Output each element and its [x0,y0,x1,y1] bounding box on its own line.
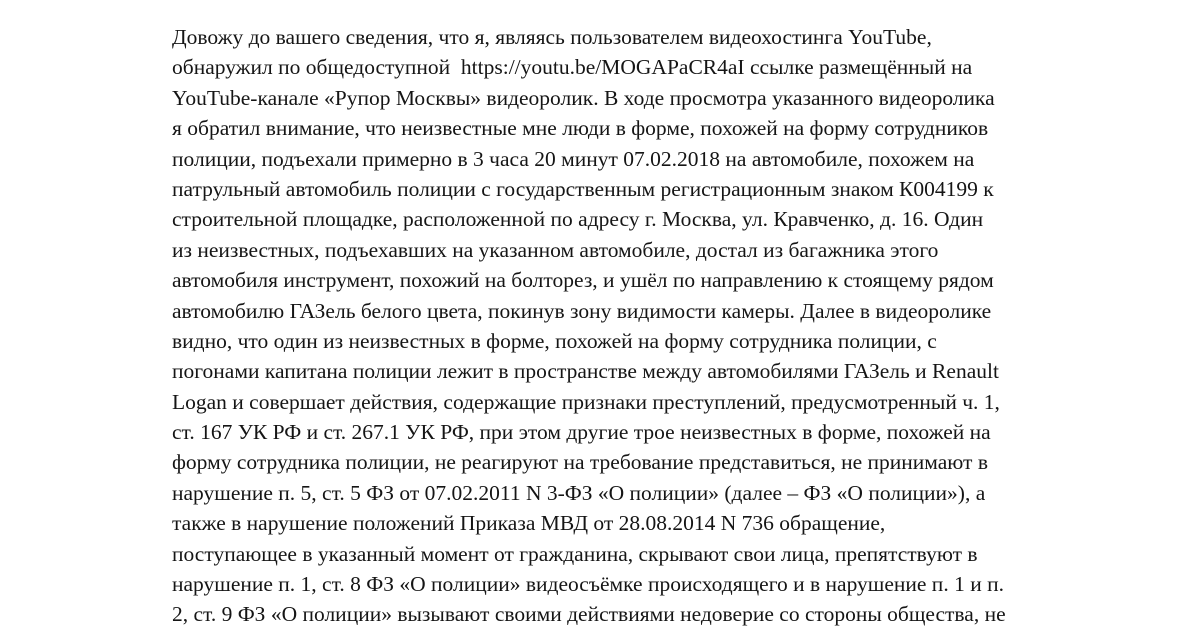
text-line: Довожу до вашего сведения, что я, являясь пользователем видеохостинга YouTube, [172,25,932,49]
text-line: форму сотрудника полиции, не реагируют на требование представиться, не принимают в [172,450,988,475]
text-line: видно, что один из неизвестных в форме, похожей на форму сотрудника полиции, с [172,328,937,353]
text-line: ст. 167 УК РФ и ст. 267.1 УК РФ, при этом другие трое неизвестных в форме, похожей на [172,420,991,445]
document-body [172,22,1112,630]
text-line: 2, ст. 9 ФЗ «О полиции» вызывают своими действиями недоверие со стороны общества, не [172,602,1006,627]
text-line: автомобиля инструмент, похожий на болторез, и ушёл по направлению к стоящему рядом [172,268,994,293]
text-line: YouTube-канале «Рупор Москвы» видеоролик. В ходе просмотра указанного видеоролика [172,85,995,110]
text-line: автомобилю ГАЗель белого цвета, покинув зону видимости камеры. Далее в видеоролике [172,298,992,323]
text-line: патрульный автомобиль полиции с государственным регистрационным знаком К004199 к [172,176,994,201]
text-line: из неизвестных, подъехавших на указанном автомобиле, достал из багажника этого [172,237,939,262]
text-line: Logan и совершает действия, содержащие признаки преступлений, предусмотренный ч. 1, [172,389,1000,414]
text-line: поступающее в указанный момент от гражданина, скрывают свои лица, препятствуют в [172,541,978,566]
text-line: обнаружил по общедоступной https://youtu.be/MOGAPaCR4aI ссылке размещённый на [172,55,973,80]
text-line: погонами капитана полиции лежит в пространстве между автомобилями ГАЗель и Renault [172,359,999,384]
text-line: полиции, подъехали примерно в 3 часа 20 минут 07.02.2018 на автомобиле, похожем на [172,146,975,171]
text-line: я обратил внимание, что неизвестные мне люди в форме, похожей на форму сотрудников [172,116,989,141]
text-line: также в нарушение положений Приказа МВД от 28.08.2014 N 736 обращение, [172,511,886,536]
text-line: нарушение п. 1, ст. 8 ФЗ «О полиции» видеосъёмке происходящего и в нарушение п. 1 и п. [172,572,1004,597]
text-line: строительной площадке, расположенной по адресу г. Москва, ул. Кравченко, д. 16. Один [172,207,984,232]
text-line: нарушение п. 5, ст. 5 ФЗ от 07.02.2011 N 3-ФЗ «О полиции» (далее – ФЗ «О полиции»), а [172,480,986,505]
